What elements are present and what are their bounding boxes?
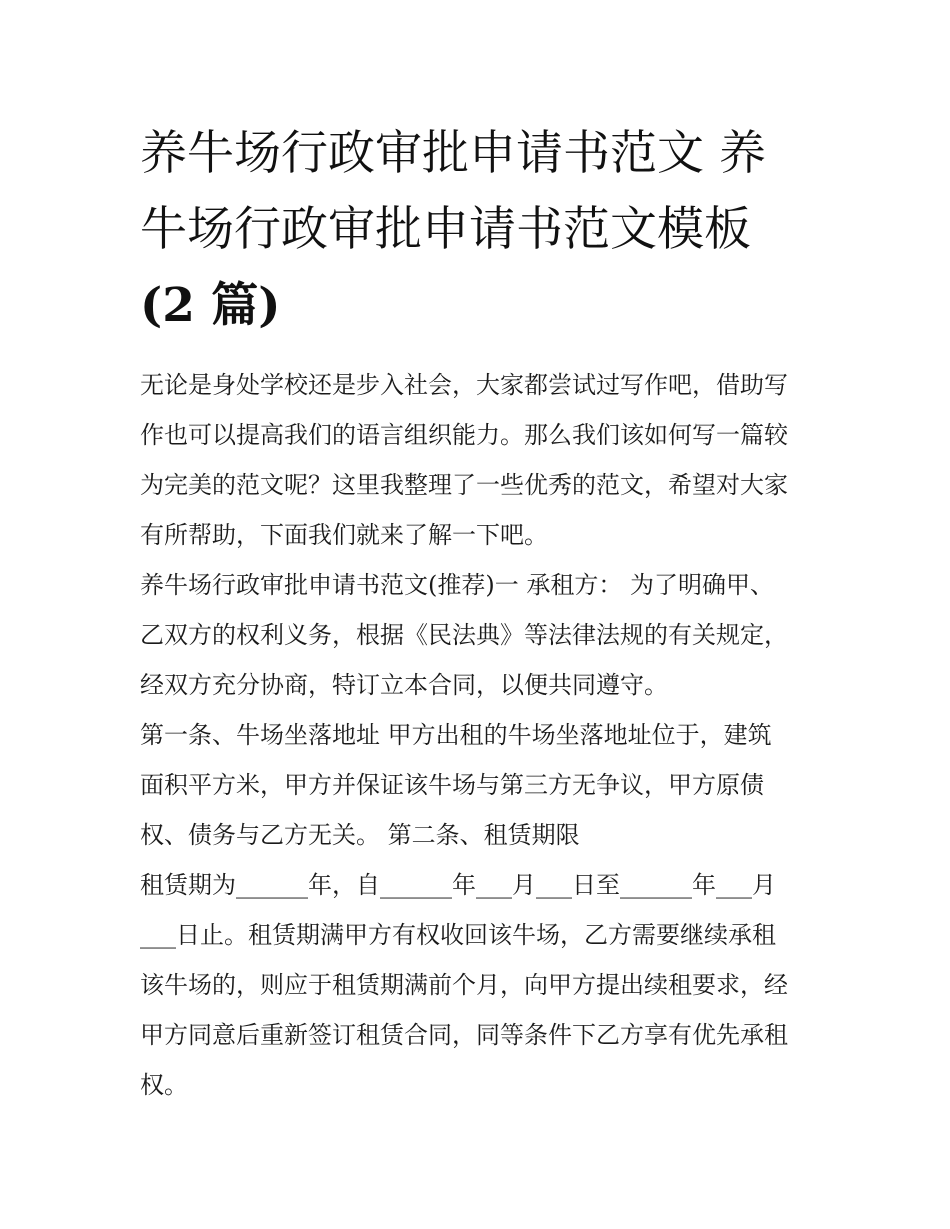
text-line: 该牛场的，则应于租赁期满前个月，向甲方提出续租要求，经 [140,971,788,999]
text-line: 权。 [140,1071,188,1099]
text-line: 甲方同意后重新签订租赁合同，同等条件下乙方享有优先承租 [140,1021,788,1049]
text-line: 有所帮助，下面我们就来了解一下吧。 [140,521,548,549]
intro-paragraph [140,360,820,560]
text-line: 第一条、牛场坐落地址 甲方出租的牛场坐落地址位于，建筑 [140,721,772,749]
text-line: 养牛场行政审批申请书范文(推荐)一 承租方： 为了明确甲、 [140,571,774,599]
text-line: 乙双方的权利义务，根据《民法典》等法律法规的有关规定， [140,621,788,649]
text-line: 作也可以提高我们的语言组织能力。那么我们该如何写一篇较 [140,421,788,449]
document-body [140,360,820,1110]
text-line: 租赁期为______年，自______年___月___日至______年___月 [140,871,776,899]
title-line: 牛场行政审批申请书范文模板 [140,202,751,257]
contract-intro-paragraph [140,560,820,710]
text-line: 经双方充分协商，特订立本合同，以便共同遵守。 [140,671,668,699]
lease-term-paragraph [140,860,820,1110]
text-line: 面积平方米，甲方并保证该牛场与第三方无争议，甲方原债 [140,771,764,799]
title-line: (2 篇) [140,278,281,333]
text-line: 无论是身处学校还是步入社会，大家都尝试过写作吧，借助写 [140,371,788,399]
text-line: 权、债务与乙方无关。 第二条、租赁期限 [140,821,580,849]
text-line: 为完美的范文呢？这里我整理了一些优秀的范文，希望对大家 [140,471,788,499]
document-title [140,116,820,344]
text-line: ___日止。租赁期满甲方有权收回该牛场，乙方需要继续承租 [140,921,776,949]
title-line: 养牛场行政审批申请书范文 养 [140,126,766,181]
article-one-paragraph [140,710,820,860]
